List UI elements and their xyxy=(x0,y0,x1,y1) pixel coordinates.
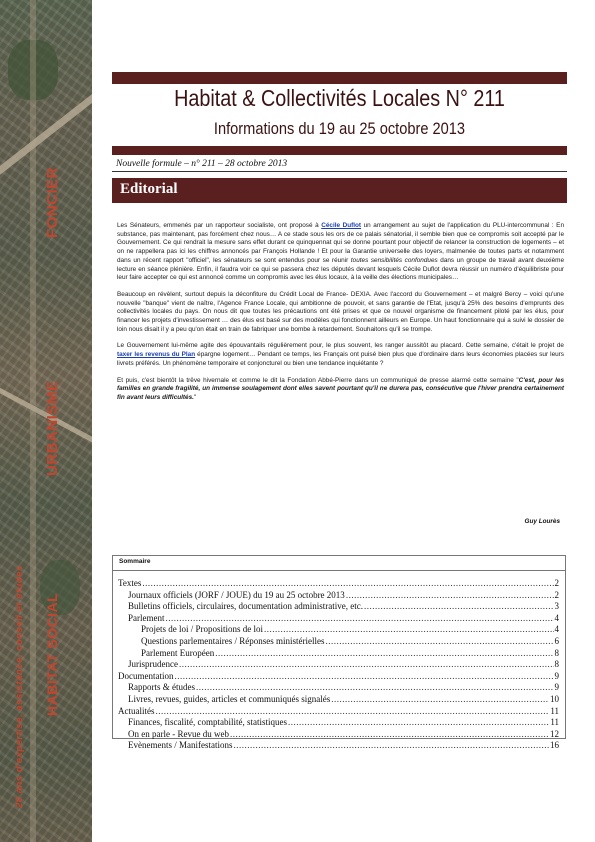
toc-entry-page: 8 xyxy=(554,659,559,670)
editorial-paragraph xyxy=(117,342,564,368)
toc-entry[interactable] xyxy=(118,601,559,613)
toc-entry[interactable] xyxy=(118,694,559,706)
issue-divider xyxy=(112,171,567,172)
paragraph-text: Le Gouvernement lui-même agite des épouvantails régulièrement pour, le plus souvent, les ranger aussitôt au placard. Cette semaine, c'était le projet de xyxy=(117,342,564,350)
side-photo-strip xyxy=(0,0,92,842)
paragraph-emphasis: toutes sensibilités confondues xyxy=(350,256,438,264)
paragraph-text: dans un groupe de travail avant deuxième lecture en séance plénière. Enfin, il faudra voir ce qui se passera chez les députés devant lesquels Cécile Duflot devra réussir un numéro d'équilibriste pour leur faire accepter ce qui est annoncé comme un compromis avec les élus locaux, à la veille des élections municipales… xyxy=(117,256,565,282)
toc-entry[interactable] xyxy=(118,706,559,718)
toc-entry-label: Livres, revues, guides, articles et communiqués signalés xyxy=(128,693,331,704)
toc-dot-leader xyxy=(196,682,554,694)
toc-entry-label: On en parle - Revue du web xyxy=(128,728,229,739)
toc-header xyxy=(113,556,565,571)
toc-entry[interactable] xyxy=(118,590,559,602)
toc-dot-leader xyxy=(364,601,553,613)
toc-entry-page: 16 xyxy=(550,740,559,751)
plan-epargne-link[interactable]: taxer les revenus du Plan xyxy=(117,351,196,359)
toc-entry-label: Projets de loi / Propositions de loi xyxy=(141,624,264,635)
toc-entry[interactable] xyxy=(118,624,559,636)
paragraph-text: Les Sénateurs, emmenés par un rapporteur socialiste, ont proposé à xyxy=(117,222,322,229)
issue-line: Nouvelle formule – n° 211 – 28 octobre 2013 xyxy=(116,159,288,169)
toc-entry-label: Textes xyxy=(118,578,142,588)
newsletter-title: Habitat & Collectivités Locales N° 211 xyxy=(174,85,505,111)
editorial-body xyxy=(117,222,564,411)
toc-entry[interactable] xyxy=(118,648,559,660)
toc-dot-leader xyxy=(175,671,554,683)
toc-entry-page: 4 xyxy=(554,624,559,635)
editorial-paragraph xyxy=(117,222,564,283)
toc-entry[interactable] xyxy=(118,613,559,625)
toc-dot-leader xyxy=(346,590,554,602)
header-bottom-rule xyxy=(112,146,567,155)
toc-entry-page: 4 xyxy=(554,612,559,623)
toc-dot-leader xyxy=(215,648,553,660)
toc-entry-label: Parlement xyxy=(128,612,165,623)
toc-entry-page: 2 xyxy=(554,578,559,588)
toc-entry-page: 9 xyxy=(554,670,559,681)
toc-entry-label: Jurisprudence xyxy=(128,659,178,670)
paragraph-text: épargne logement… Pendant ce temps, les Français ont puisé bien plus que d'ordinaire dans leurs économies placées sur leurs livrets préférés. Un phénomène temporaire et conjoncturel ou bien une tendance inquiétante ? xyxy=(117,351,565,367)
aerial-road xyxy=(30,0,36,842)
toc-dot-leader xyxy=(264,624,553,636)
editorial-paragraph: Beaucoup en révèlent, surtout depuis la déconfiture du Crédit Local de France- DEXIA. Avec l'accord du Gouvernement – et malgré Bercy – voici qu'une nouvelle "banque" vient de naître, l'Agence France Locale, qui ambitionne de pouvoir, et sans garantie de l'Etat, jusqu'à 25% des besoins d'emprunts des collectivités locales du pays. On nous dit que toutes les précautions ont été prises et que ce nouvel organisme de financement piloté par les élus, pour financer les projets d'investissement … des élus est basé sur des modèles qui fonctionnent ailleurs en Europe. Un haut fonctionnaire qui a suivi le dossier de loin nous disait il y a peu qu'on était en train de fabriquer une bombe à retardement. Souhaitons qu'il se trompe. xyxy=(117,290,564,333)
toc-dot-leader xyxy=(325,636,553,648)
paragraph-text: Et puis, c'est bientôt la trêve hivernale et comme le dit la Fondation Abbé-Pierre dans un communiqué de presse alarmé cette semaine " xyxy=(117,376,519,384)
paragraph-quote: C'est, pour les familles en grande fragilité, un immense soulagement dont elles savent pourtant qu'il ne durera pas, consécutive que l'hiver prendra certainement fin avant leurs difficultés. xyxy=(117,376,564,401)
toc-dot-leader xyxy=(179,659,554,671)
toc-entry-page: 11 xyxy=(550,705,559,716)
toc-entry-label: Finances, fiscalité, comptabilité, statistiques xyxy=(128,717,287,728)
newsletter-subtitle: Informations du 19 au 25 octobre 2013 xyxy=(213,119,466,138)
toc-entry-page: 3 xyxy=(554,601,559,612)
toc-entry[interactable] xyxy=(118,636,559,648)
toc-entry-page: 10 xyxy=(550,693,559,704)
toc-entry-label: Parlement Européen xyxy=(141,647,215,658)
toc-entry-page: 9 xyxy=(554,682,559,693)
toc-entry[interactable] xyxy=(118,717,559,729)
toc-entry-label: Journaux officiels (JORF / JOUE) du 19 au 25 octobre 2013 xyxy=(128,589,345,600)
toc-entry[interactable] xyxy=(118,578,559,590)
editorial-signature: Guy Lourès xyxy=(524,518,560,525)
toc-entry[interactable] xyxy=(118,659,559,671)
paragraph-text: " xyxy=(193,393,197,401)
toc-entry-page: 8 xyxy=(554,647,559,658)
toc-entry[interactable] xyxy=(118,682,559,694)
sidebar-tagline: 20 ans d'expertise, assistance, conseil et études xyxy=(14,565,25,808)
toc-entry-label: Evènements / Manifestations xyxy=(128,740,233,751)
toc-heading: Sommaire xyxy=(119,558,151,565)
sidebar-label-urbanisme: URBANISME xyxy=(44,380,61,476)
toc-entry-label: Questions parlementaires / Réponses ministérielles xyxy=(141,635,325,646)
toc-entry-label: Rapports & études xyxy=(128,682,195,693)
editorial-heading: Editorial xyxy=(120,181,178,197)
sidebar-label-foncier: FONCIER xyxy=(44,167,61,238)
header-top-rule xyxy=(112,72,567,84)
toc-list xyxy=(118,578,559,752)
toc-entry-label: Actualités xyxy=(118,705,155,716)
toc-entry-page: 2 xyxy=(554,589,559,600)
toc-entry-page: 12 xyxy=(550,728,559,739)
toc-entry-label: Bulletins officiels, circulaires, documentation administrative, etc. xyxy=(128,601,364,612)
cecile-duflot-link[interactable]: Cécile Duflot xyxy=(321,222,362,229)
toc-entry-page: 6 xyxy=(554,635,559,646)
toc-entry[interactable] xyxy=(118,729,559,741)
toc-dot-leader xyxy=(288,717,549,729)
toc-dot-leader xyxy=(166,613,554,625)
paragraph-text: un arrangement au sujet de l'application du PLU-intercommunal : En substance, pas maintenant, pas forcément chez nous… A ce stade sous les ors de ce palais sénatorial, il semble bien que ce compromis soit accepté par le Gouvernement. Ce qui rendrait la mesure sans effet durant ce quinquennat qui se donne pourtant pour objectif de relancer la construction de logements – et on ne rappellera pas ici les chiffres annoncés par François Hollande ! Et pour la Garantie universelle des loyers, malmenée de toutes parts et notamment dans un récent rapport "officiel", les sénateurs se sont entendus pour se réunir xyxy=(117,222,565,264)
toc-entry[interactable] xyxy=(118,671,559,683)
toc-entry-label: Documentation xyxy=(118,670,174,681)
toc-dot-leader xyxy=(142,578,553,590)
editorial-heading-bar xyxy=(112,178,567,203)
toc-dot-leader xyxy=(331,694,549,706)
editorial-paragraph xyxy=(117,377,564,403)
toc-dot-leader xyxy=(230,729,549,741)
sidebar-label-habitat-social: HABITAT SOCIAL xyxy=(44,592,60,716)
toc-entry-page: 11 xyxy=(550,717,559,728)
toc-dot-leader xyxy=(156,706,550,718)
toc-dot-leader xyxy=(233,740,549,752)
toc-entry[interactable] xyxy=(118,740,559,752)
table-of-contents xyxy=(112,555,566,751)
